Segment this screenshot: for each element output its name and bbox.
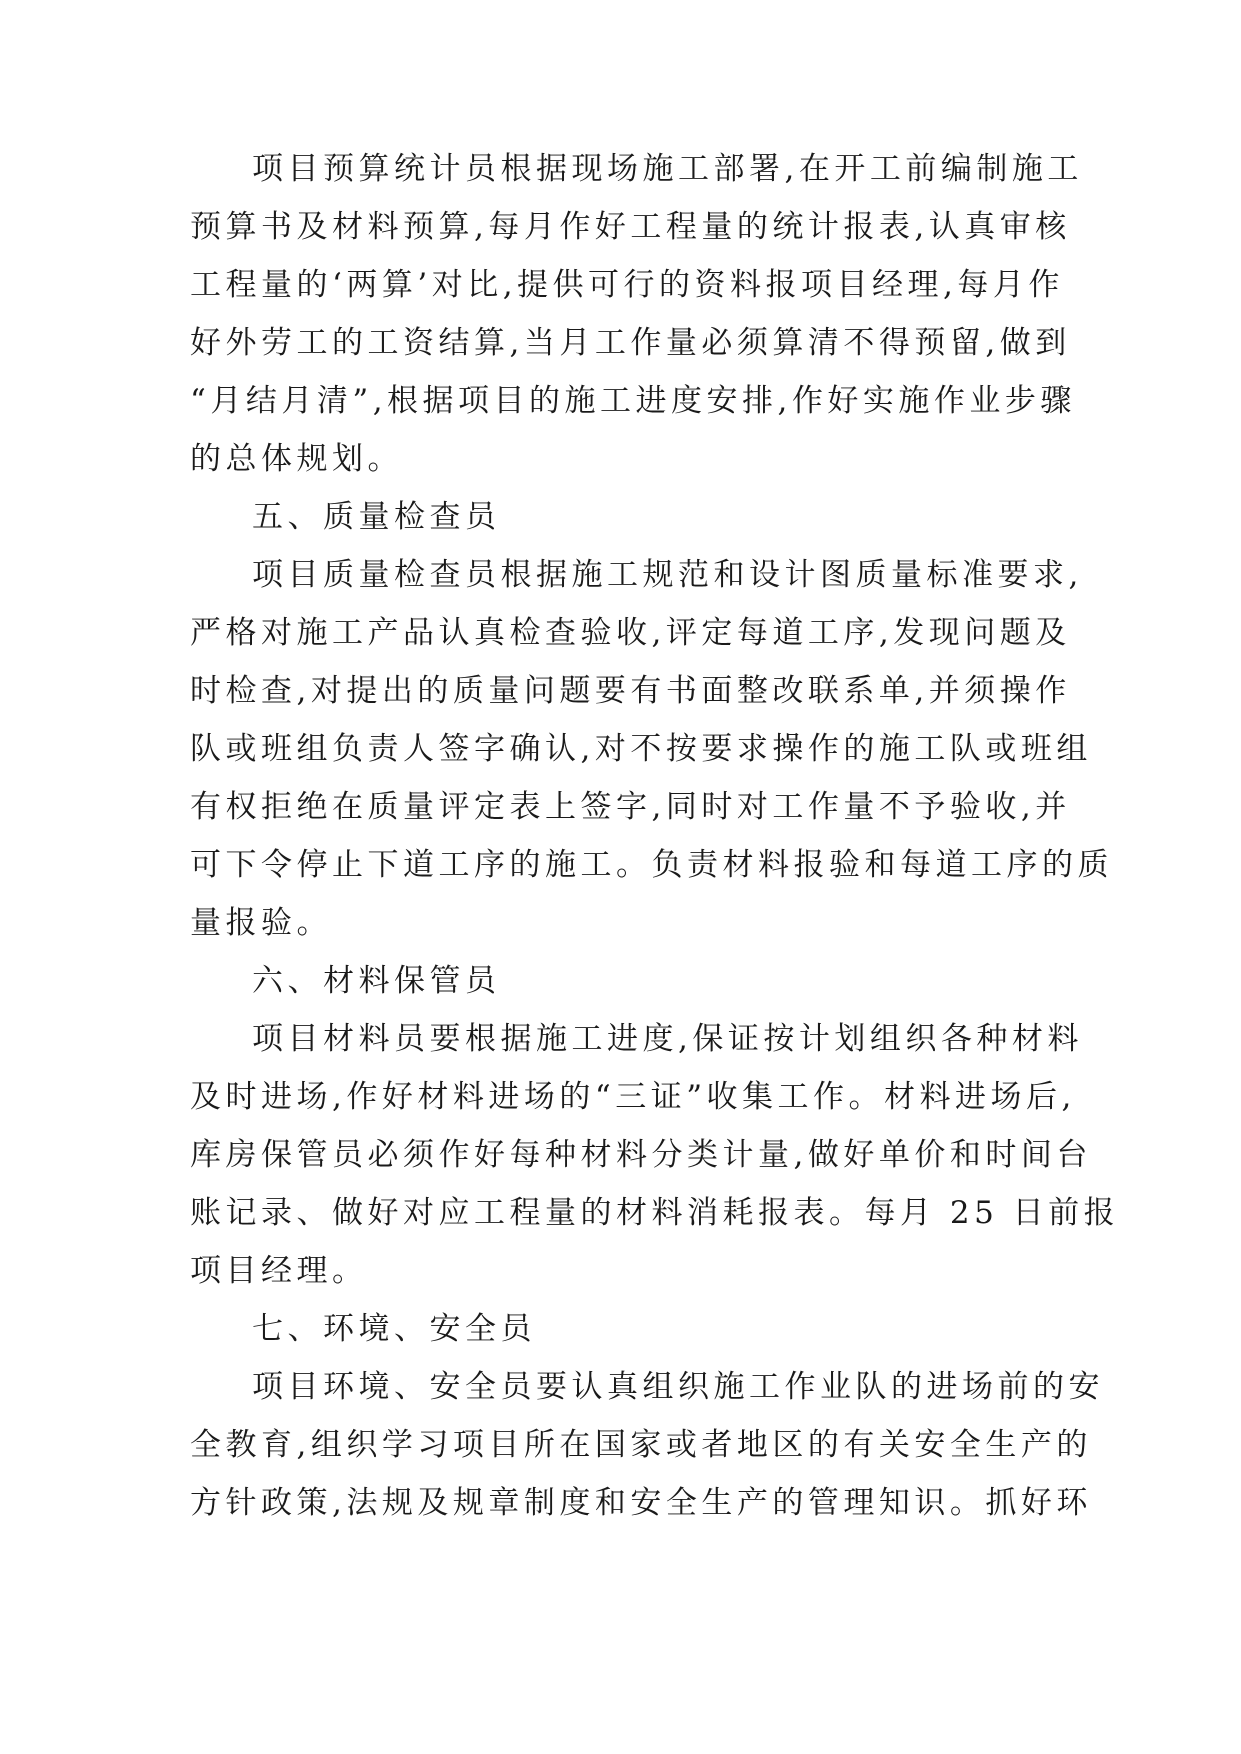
text-line: 项目预算统计员根据现场施工部署,在开工前编制施工 [252,151,1083,187]
text-line: 时检查,对提出的质量问题要有书面整改联系单,并须操作 [190,673,1071,709]
text-line: 的总体规划。 [190,441,403,477]
text-line: 工程量的‘两算’对比,提供可行的资料报项目经理,每月作 [190,267,1064,303]
text-line: 项目经理。 [190,1253,368,1289]
heading-environment-safety-officer: 七、环境、安全员 [252,1311,536,1347]
paragraph-quality-inspector [190,546,1113,952]
text-line: 严格对施工产品认真检查验收,评定每道工序,发现问题及 [190,615,1071,651]
paragraph-budget-statistician [190,140,1083,488]
text-line: 队或班组负责人签字确认,对不按要求操作的施工队或班组 [190,731,1092,767]
paragraph-materials-keeper [190,1010,1120,1300]
text-line: 项目环境、安全员要认真组织施工作业队的进场前的安 [252,1369,1104,1405]
heading-quality-inspector: 五、质量检查员 [252,499,501,535]
text-line: “月结月清”,根据项目的施工进度安排,作好实施作业步骤 [190,383,1076,419]
heading-materials-keeper: 六、材料保管员 [252,963,501,999]
text-line: 项目质量检查员根据施工规范和设计图质量标准要求, [252,557,1083,593]
text-line: 有权拒绝在质量评定表上签字,同时对工作量不予验收,并 [190,789,1071,825]
text-line: 全教育,组织学习项目所在国家或者地区的有关安全生产的 [190,1427,1092,1463]
text-line: 方针政策,法规及规章制度和安全生产的管理知识。抓好环 [190,1485,1092,1521]
text-line: 预算书及材料预算,每月作好工程量的统计报表,认真审核 [190,209,1071,245]
document-page [190,140,1120,1532]
text-line: 量报验。 [190,905,332,941]
text-line: 及时进场,作好材料进场的“三证”收集工作。材料进场后, [190,1079,1076,1115]
text-line: 可下令停止下道工序的施工。负责材料报验和每道工序的质 [190,847,1113,883]
text-line: 库房保管员必须作好每种材料分类计量,做好单价和时间台 [190,1137,1092,1173]
paragraph-environment-safety-officer [190,1358,1104,1532]
text-line: 账记录、做好对应工程量的材料消耗报表。每月 25 日前报 [190,1195,1120,1231]
text-line: 项目材料员要根据施工进度,保证按计划组织各种材料 [252,1021,1083,1057]
text-line: 好外劳工的工资结算,当月工作量必须算清不得预留,做到 [190,325,1071,361]
